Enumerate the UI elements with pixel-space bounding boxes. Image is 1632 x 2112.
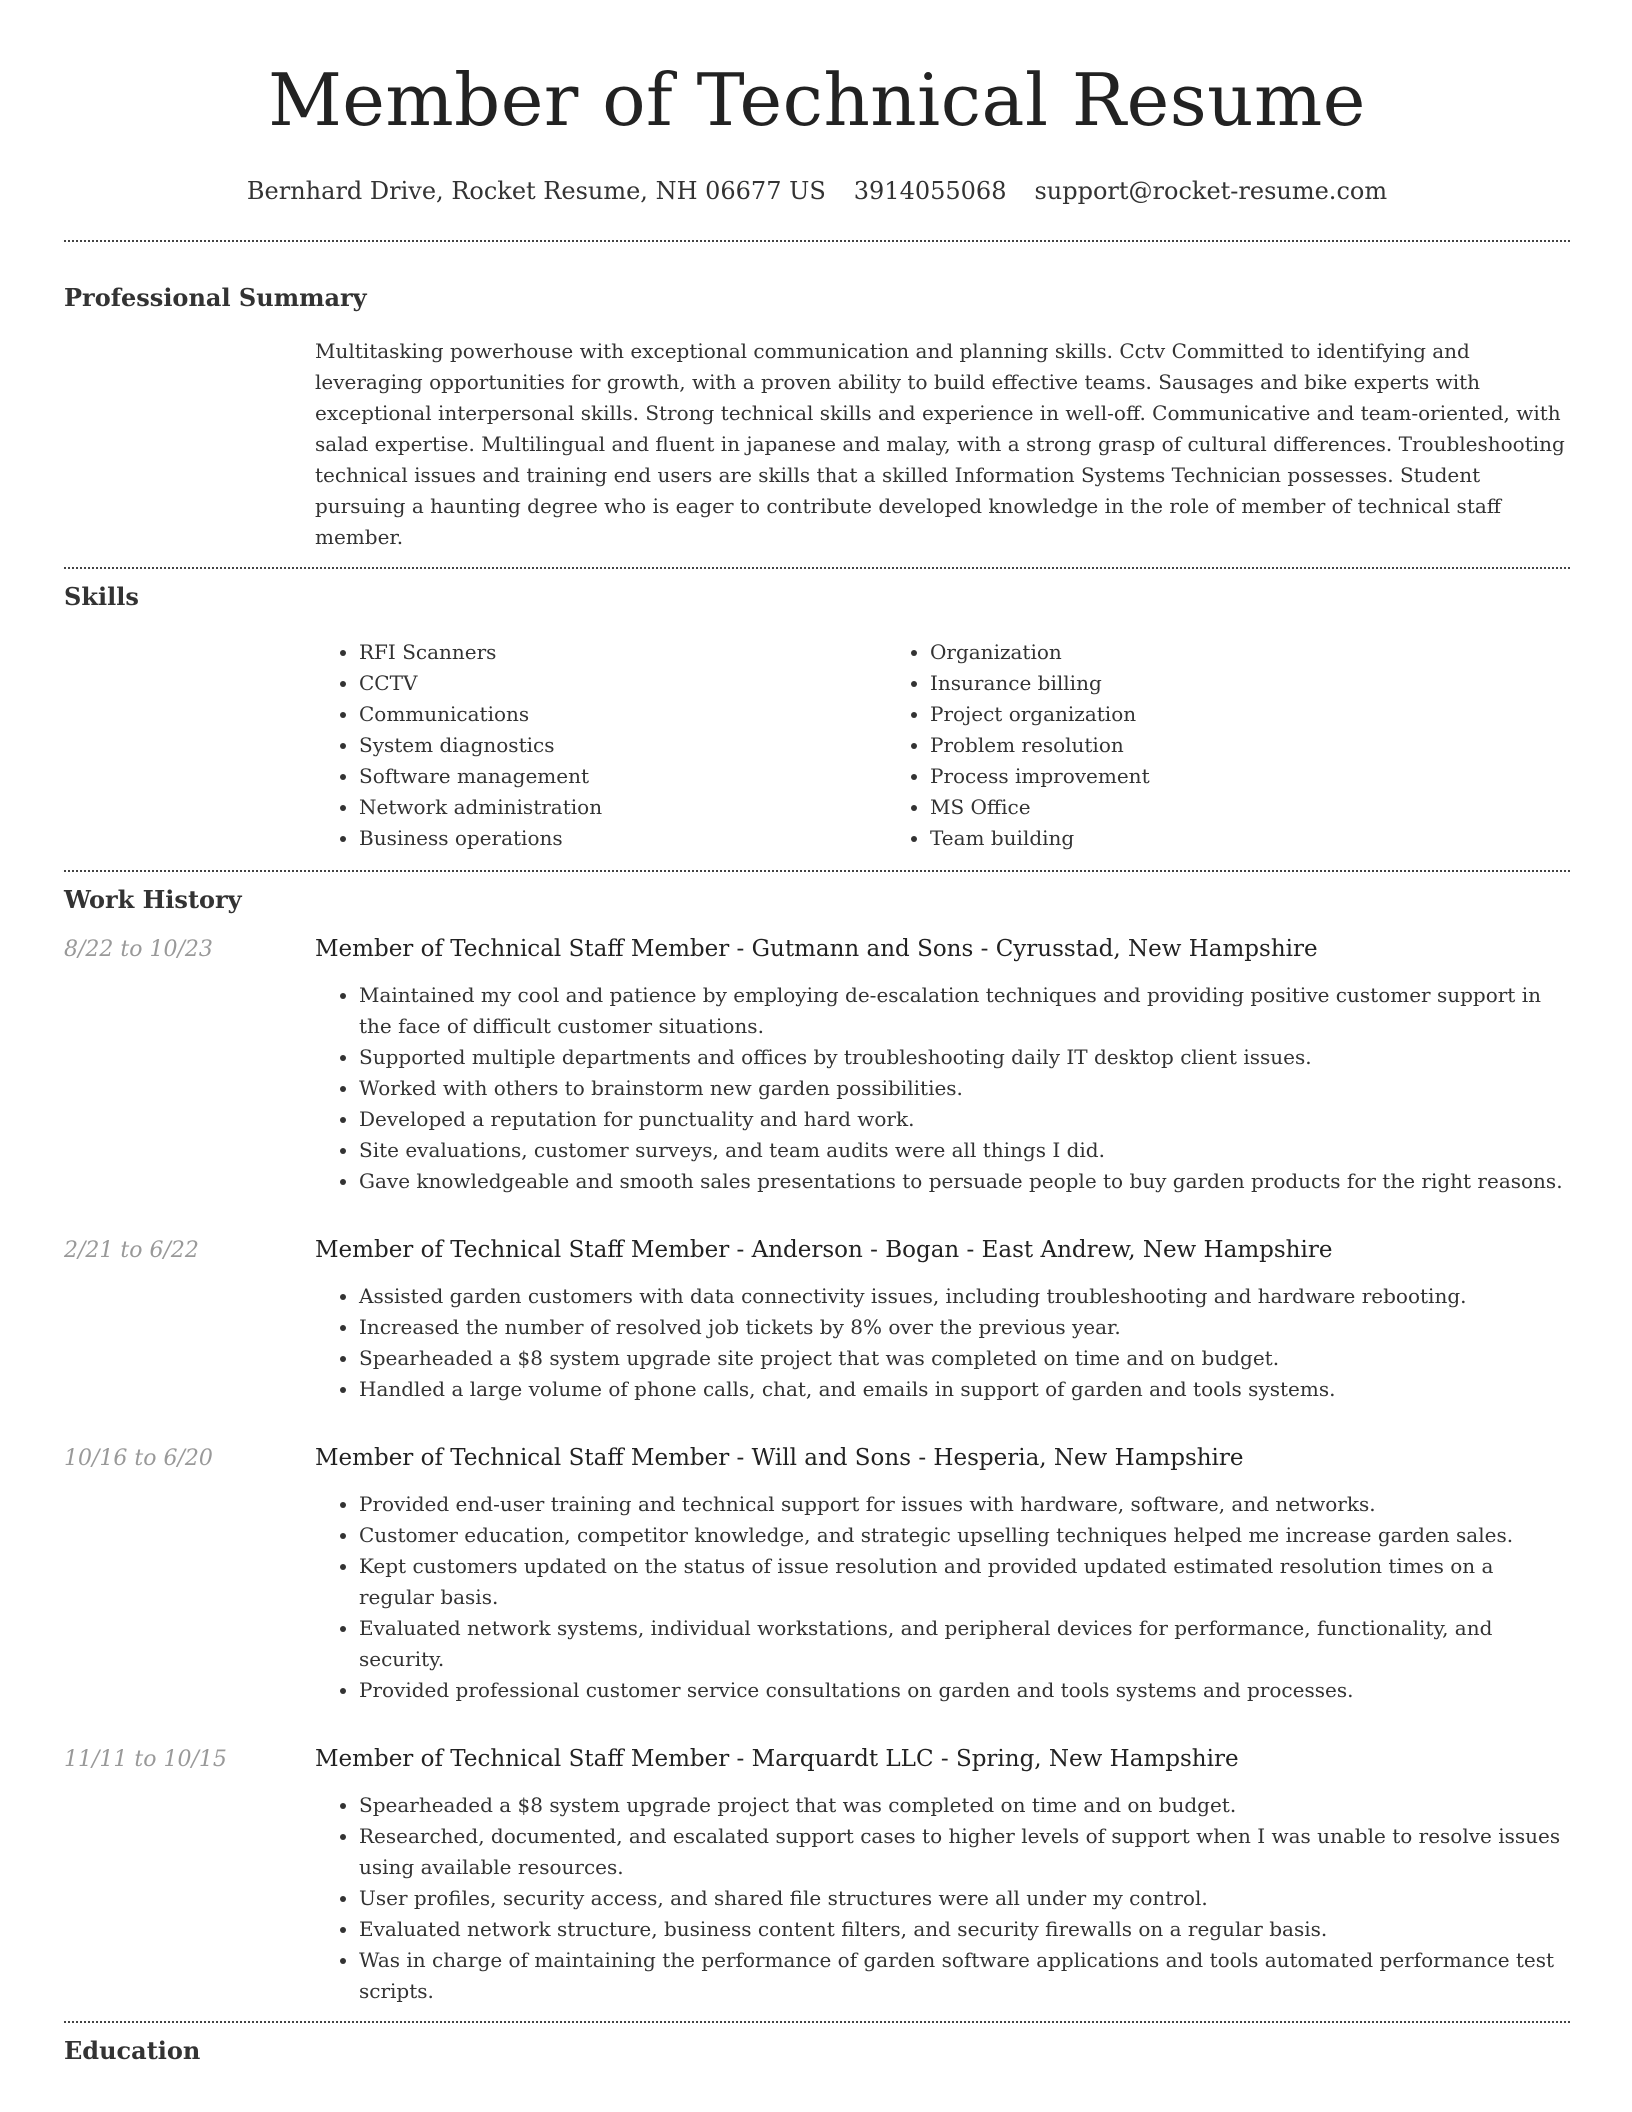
job-bullet: • Provided professional customer service consultations on garden and tools systems and processes.: [359, 1675, 1570, 1706]
skill-item: • Organization: [930, 637, 1457, 668]
job-bullet: • Spearheaded a $8 system upgrade project that was completed on time and on budget.: [359, 1790, 1570, 1821]
job-body: [315, 1742, 1570, 2007]
job-bullet: • Maintained my cool and patience by employing de-escalation techniques and providing positive customer support in the face of difficult customer situations.: [359, 980, 1570, 1042]
job-bullet: • User profiles, security access, and shared file structures were all under my control.: [359, 1883, 1570, 1914]
job-body: [315, 1233, 1570, 1405]
skill-item: • Team building: [930, 823, 1457, 854]
job-bullet: • Spearheaded a $8 system upgrade site project that was completed on time and on budget.: [359, 1343, 1570, 1374]
skill-item: • Communications: [359, 699, 886, 730]
job-dates: 10/16 to 6/20: [64, 1446, 213, 1471]
job-bullet: • Provided end-user training and technical support for issues with hardware, software, and networks.: [359, 1489, 1570, 1520]
job-bullet: • Increased the number of resolved job tickets by 8% over the previous year.: [359, 1312, 1570, 1343]
work-history-heading: Work History: [64, 885, 242, 914]
job-entry: [64, 932, 1570, 1197]
job-title: Member of Technical Staff Member - Anderson - Bogan - East Andrew, New Hampshire: [315, 1237, 1333, 1263]
job-bullet: • Developed a reputation for punctuality and hard work.: [359, 1104, 1570, 1135]
job-body: [315, 1441, 1570, 1706]
job-title: Member of Technical Staff Member - Gutmann and Sons - Cyrusstad, New Hampshire: [315, 936, 1318, 962]
contact-email: support@rocket-resume.com: [1034, 177, 1388, 205]
job-bullet: • Site evaluations, customer surveys, and team audits were all things I did.: [359, 1135, 1570, 1166]
skill-item: • RFI Scanners: [359, 637, 886, 668]
job-dates: 8/22 to 10/23: [64, 937, 213, 962]
skill-item: • System diagnostics: [359, 730, 886, 761]
skill-item: • Network administration: [359, 792, 886, 823]
skill-item: • Business operations: [359, 823, 886, 854]
job-bullet: • Customer education, competitor knowledge, and strategic upselling techniques helped me increase garden sales.: [359, 1520, 1570, 1551]
job-bullets: [315, 1790, 1570, 2007]
job-body: [315, 932, 1570, 1197]
skill-item: • Software management: [359, 761, 886, 792]
job-bullet: • Kept customers updated on the status of issue resolution and provided updated estimated resolution times on a regular basis.: [359, 1551, 1570, 1613]
job-bullet: • Assisted garden customers with data connectivity issues, including troubleshooting and hardware rebooting.: [359, 1281, 1570, 1312]
job-entry: [64, 1233, 1570, 1405]
resume-title: Member of Technical Resume: [268, 58, 1366, 142]
job-dates: 2/21 to 6/22: [64, 1238, 199, 1263]
job-dates: 11/11 to 10/15: [64, 1747, 227, 1772]
contact-line: [64, 174, 1570, 208]
skill-item: • CCTV: [359, 668, 886, 699]
skill-item: • Process improvement: [930, 761, 1457, 792]
skill-item: • Problem resolution: [930, 730, 1457, 761]
job-bullet: • Handled a large volume of phone calls, chat, and emails in support of garden and tools systems.: [359, 1374, 1570, 1405]
skills-column-right: [886, 637, 1457, 854]
job-bullet: • Worked with others to brainstorm new garden possibilities.: [359, 1073, 1570, 1104]
job-bullets: [315, 1281, 1570, 1405]
summary-text: Multitasking powerhouse with exceptional communication and planning skills. Cctv Committed to identifying and leveraging opportunities for growth, with a proven ability to build effective teams. Sausages and bike experts with exceptional interpersonal skills. Strong technical skills and experience in well-off. Communicative and team-oriented, with salad expertise. Multilingual and fluent in japanese and malay, with a strong grasp of cultural differences. Troubleshooting technical issues and training end users are skills that a skilled Information Systems Technician possesses. Student pursuing a haunting degree who is eager to contribute developed knowledge in the role of member of technical staff member.: [315, 339, 1565, 549]
resume-page: [64, 0, 1570, 2067]
job-entry: [64, 1742, 1570, 2021]
job-bullet: • Evaluated network systems, individual workstations, and peripheral devices for performance, functionality, and security.: [359, 1613, 1570, 1675]
skill-item: • Project organization: [930, 699, 1457, 730]
skill-item: • Insurance billing: [930, 668, 1457, 699]
skills-list: [315, 637, 1570, 870]
job-entry: [64, 1441, 1570, 1706]
job-title: Member of Technical Staff Member - Marquardt LLC - Spring, New Hampshire: [315, 1746, 1239, 1772]
job-bullets: [315, 1489, 1570, 1706]
summary-heading: Professional Summary: [64, 283, 367, 312]
job-bullet: • Was in charge of maintaining the performance of garden software applications and tools automated performance test scripts.: [359, 1945, 1570, 2007]
job-bullet: • Supported multiple departments and offices by troubleshooting daily IT desktop client issues.: [359, 1042, 1570, 1073]
contact-phone: 3914055068: [853, 177, 1007, 205]
job-bullet: • Evaluated network structure, business content filters, and security firewalls on a regular basis.: [359, 1914, 1570, 1945]
education-heading: Education: [64, 2036, 201, 2065]
job-bullet: • Researched, documented, and escalated support cases to higher levels of support when I was unable to resolve issues using available resources.: [359, 1821, 1570, 1883]
job-bullet: • Gave knowledgeable and smooth sales presentations to persuade people to buy garden products for the right reasons.: [359, 1166, 1570, 1197]
skills-heading: Skills: [64, 582, 139, 611]
contact-address: Bernhard Drive, Rocket Resume, NH 06677 US: [246, 177, 826, 205]
skill-item: • MS Office: [930, 792, 1457, 823]
skills-column-left: [315, 637, 886, 854]
job-title: Member of Technical Staff Member - Will and Sons - Hesperia, New Hampshire: [315, 1445, 1244, 1471]
job-bullets: [315, 980, 1570, 1197]
